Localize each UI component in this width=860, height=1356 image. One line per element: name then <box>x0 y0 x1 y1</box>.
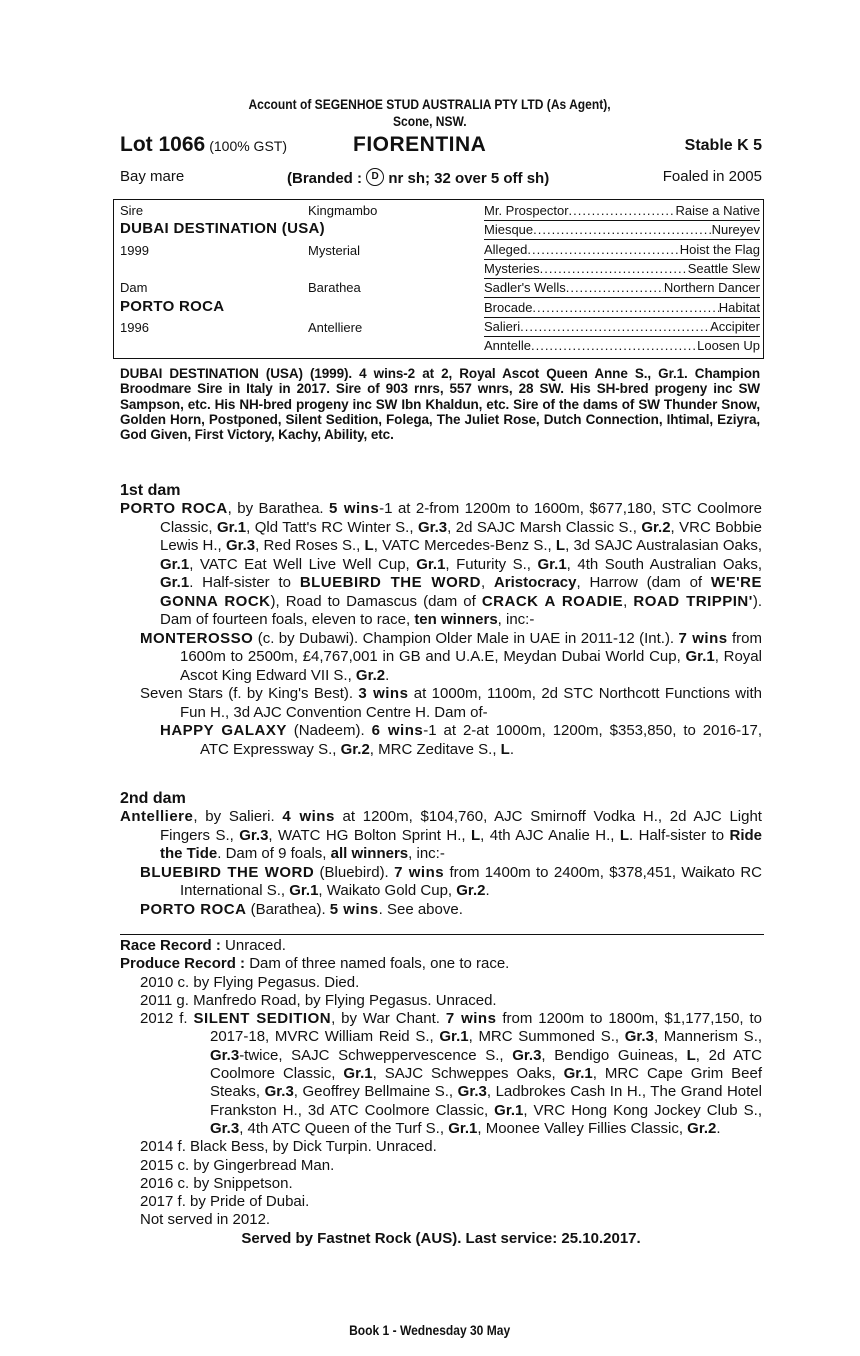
section-divider <box>120 934 764 935</box>
progeny-paragraph: BLUEBIRD THE WORD (Bluebird). 7 wins from 1400m to 2400m, $378,451, Waikato RC International S., Gr.1, Waikato Gold Cup, Gr.2. <box>140 863 762 899</box>
sire-year: 1999 <box>120 243 149 258</box>
horse-details <box>120 168 762 190</box>
progeny-paragraph: HAPPY GALAXY (Nadeem). 6 wins-1 at 2-at 1000m, 1200m, $353,850, to 2016-17, ATC Expressway S., Gr.2, MRC Zeditave S., L. <box>160 722 762 758</box>
progeny-paragraph: PORTO ROCA (Barathea). 5 wins. See above. <box>140 900 463 918</box>
sire-summary: DUBAI DESTINATION (USA) (1999). 4 wins-2 at 2, Royal Ascot Queen Anne S., Gr.1. Champion Broodmare Sire in Italy in 2017. Sire of 903 rnrs, 557 wnrs, 28 SW. His SH-bred progeny inc SW Sampson, etc. His NH-bred progeny inc SW Ibn Khaldun, etc. Sire of the dams of SW Thunder Snow, Golden Horn, Postponed, Silent Sedition, Folega, The Juliet Rose, Dutch Connection, Ihtimal, Eziyra, God Given, First Victory, Kachy, Ability, etc. <box>120 366 760 443</box>
pedigree-divider <box>484 220 760 221</box>
pedigree-ancestor: Salieri ..... Accipiter <box>484 319 760 334</box>
first-dam-section <box>120 482 762 759</box>
colour-sex: Bay mare <box>120 168 185 185</box>
records-section <box>120 937 762 1248</box>
produce-item: 2014 f. Black Bess, by Dick Turpin. Unraced. <box>140 1138 437 1156</box>
stable-number: Stable K 5 <box>684 137 762 154</box>
dam-label: Dam <box>120 280 148 295</box>
lot-number: Lot 1066 (100% GST) <box>120 133 288 156</box>
dam-dam: Antelliere <box>308 320 363 335</box>
produce-item: 2012 f. SILENT SEDITION, by War Chant. 7 wins from 1200m to 1800m, $1,177,150, to 2017-18, MVRC William Reid S., Gr.1, MRC Summoned S., Gr.3, Mannerism S., Gr.3-twice, SAJC Schweppervescence S., Gr.3, Bendigo Guineas, L, 2d ATC Coolmore Classic, Gr.1, SAJC Schweppes Oaks, Gr.1, MRC Cape Grim Beef Steaks, Gr.3, Geoffrey Bellmaine S., Gr.3, Ladbrokes Cash In H., The Grand Hotel Frankston H., 3d ATC Coolmore Classic, Gr.1, VRC Hong Kong Jockey Club S., Gr.3, 4th ATC Queen of the Turf S., Gr.1, Moonee Valley Fillies Classic, Gr.2. <box>140 1010 763 1137</box>
pedigree-ancestor: Sadler's Wells ..... Northern Dancer <box>484 280 760 295</box>
foaled-year: Foaled in 2005 <box>662 168 762 185</box>
dam-sire: Barathea <box>308 280 361 295</box>
pedigree-divider <box>484 317 760 318</box>
produce-item: 2016 c. by Snippetson. <box>140 1174 293 1192</box>
sire-label: Sire <box>120 203 144 218</box>
first-dam-paragraph: PORTO ROCA, by Barathea. 5 wins-1 at 2-from 1200m to 1600m, $677,180, STC Coolmore Classic, Gr.1, Qld Tatt's RC Winter S., Gr.3, 2d SAJC Marsh Classic S., Gr.2, VRC Bobbie Lewis H., Gr.3, Red Roses S., L, VATC Mercedes-Benz S., L, 3d SAJC Australasian Oaks, Gr.1, VATC Eat Well Live Well Cup, Gr.1, Futurity S., Gr.1, 4th South Australian Oaks, Gr.1. Half-sister to BLUEBIRD THE WORD, Aristocracy, Harrow (dam of WE'RE GONNA ROCK), Road to Damascus (dam of CRACK A ROADIE, ROAD TRIPPIN'). Dam of fourteen foals, eleven to race, ten winners, inc:- <box>120 500 763 628</box>
pedigree-divider <box>484 336 760 337</box>
second-dam-paragraph: Antelliere, by Salieri. 4 wins at 1200m, $104,760, AJC Smirnoff Vodka H., 2d AJC Light Fingers S., Gr.3, WATC HG Bolton Sprint H., L, 4th AJC Analie H., L. Half-sister to Ride the Tide. Dam of 9 foals, all winners, inc:- <box>120 808 763 862</box>
pedigree-divider <box>484 259 760 260</box>
dam-year: 1996 <box>120 320 149 335</box>
sire-sire: Kingmambo <box>308 203 378 218</box>
pedigree-ancestor: Brocade ..... Habitat <box>484 300 760 315</box>
produce-item: 2015 c. by Gingerbread Man. <box>140 1156 335 1174</box>
dam-name: PORTO ROCA <box>120 298 225 315</box>
pedigree-ancestor: Mysteries ..... Seattle Slew <box>484 261 760 276</box>
brand-info: (Branded : D nr sh; 32 over 5 off sh) <box>287 170 550 187</box>
vendor-line: Account of SEGENHOE STUD AUSTRALIA PTY LTD (As Agent), <box>248 96 612 112</box>
produce-item: 2011 g. Manfredo Road, by Flying Pegasus. Unraced. <box>140 991 497 1009</box>
horse-name: FIORENTINA <box>353 133 487 156</box>
produce-item: 2010 c. by Flying Pegasus. Died. <box>140 973 360 991</box>
pedigree-divider <box>484 239 760 240</box>
pedigree-ancestor: Alleged ..... Hoist the Flag <box>484 242 760 257</box>
pedigree-table <box>113 199 764 359</box>
pedigree-ancestor: Miesque ..... Nureyev <box>484 222 760 237</box>
page-footer: Book 1 - Wednesday 30 May <box>349 1322 511 1338</box>
second-dam-heading: 2nd dam <box>120 790 186 807</box>
lot-line <box>120 133 762 163</box>
pedigree-divider <box>484 278 760 279</box>
race-record: Race Record : Unraced. <box>120 937 286 954</box>
sire-dam: Mysterial <box>308 243 361 258</box>
brand-circle-icon: D <box>366 168 384 186</box>
produce-record: Produce Record : Dam of three named foals, one to race. <box>120 955 510 973</box>
gst-note: (100% GST) <box>209 138 288 154</box>
pedigree-divider <box>484 297 760 298</box>
pedigree-ancestor: Anntelle ..... Loosen Up <box>484 338 760 353</box>
pedigree-ancestor: Mr. Prospector ..... Raise a Native <box>484 203 760 218</box>
progeny-paragraph: Seven Stars (f. by King's Best). 3 wins at 1000m, 1100m, 2d STC Northcott Functions with Fun H., 3d AJC Convention Centre H. Dam of- <box>140 685 762 721</box>
vendor-location: Scone, NSW. <box>393 113 467 129</box>
produce-item: 2017 f. by Pride of Dubai. <box>140 1193 310 1211</box>
served-by-note: Served by Fastnet Rock (AUS). Last service: 25.10.2017. <box>241 1229 641 1247</box>
second-dam-section <box>120 790 762 919</box>
first-dam-heading: 1st dam <box>120 482 181 499</box>
sire-name: DUBAI DESTINATION (USA) <box>120 220 325 237</box>
not-served-note: Not served in 2012. <box>140 1211 271 1229</box>
progeny-paragraph: MONTEROSSO (c. by Dubawi). Champion Older Male in UAE in 2011-12 (Int.). 7 wins from 1600m to 2500m, £4,767,001 in GB and U.A.E, Meydan Dubai World Cup, Gr.1, Royal Ascot King Edward VII S., Gr.2. <box>140 629 762 684</box>
